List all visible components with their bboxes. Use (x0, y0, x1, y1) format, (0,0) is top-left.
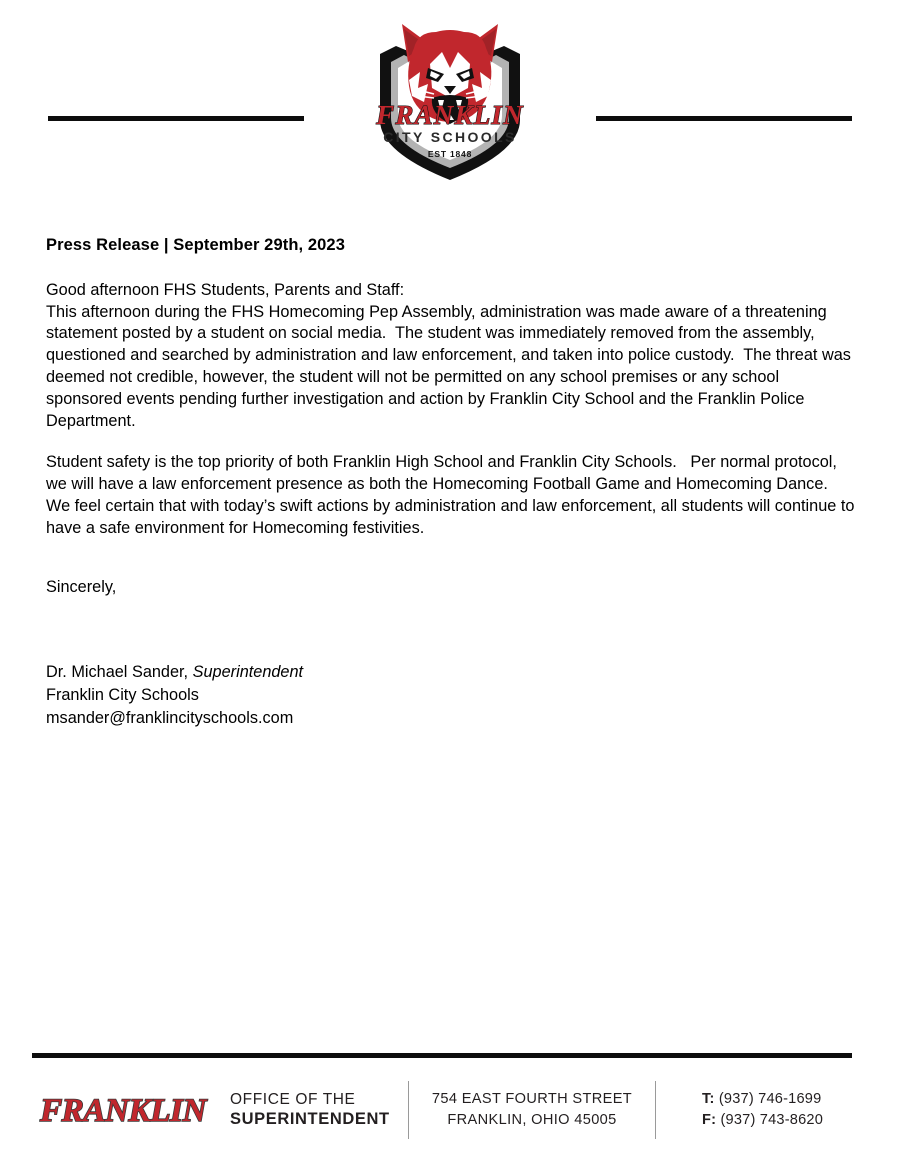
office-title-block (212, 1090, 408, 1131)
paragraph-incident: This afternoon during the FHS Homecoming Pep Assembly, administration was made aware of a threatening statement posted by a student on social media. The student was immediately removed from the assembly, questioned and searched by administration and law enforcement, and taken into police custody. The threat was deemed not credible, however, the student will not be permitted on any school premises or any school sponsored events pending further investigation and action by Franklin City School and the Franklin Police Department. (46, 302, 856, 430)
letterhead-header (0, 0, 900, 190)
closing-line: Sincerely, (46, 577, 117, 596)
fax-number: (937) 743-8620 (720, 1112, 824, 1128)
address-line-2: FRANKLIN, OHIO 45005 (447, 1112, 617, 1128)
paragraph-spacer-2 (46, 540, 858, 576)
address-line-1: 754 EAST FOURTH STREET (431, 1090, 633, 1107)
signature-name: Dr. Michael Sander, (46, 662, 189, 681)
svg-text:CITY SCHOOLS: CITY SCHOOLS (383, 129, 517, 145)
svg-text:FRANKLIN: FRANKLIN (376, 100, 524, 130)
header-rule-right (596, 116, 852, 121)
header-rule-left (48, 116, 304, 121)
signature-title: Superintendent (192, 662, 304, 681)
phone-label: T: (702, 1090, 715, 1107)
footer-rule (32, 1053, 852, 1058)
signature-spacer (46, 599, 858, 661)
phone-row (702, 1089, 852, 1110)
letterhead-footer (0, 1045, 900, 1164)
salutation-line: Good afternoon FHS Students, Parents and Staff: (46, 280, 405, 299)
contact-block (656, 1089, 852, 1131)
paragraph-spacer-1 (46, 432, 858, 452)
svg-text:FRANKLIN: FRANKLIN (38, 1093, 208, 1129)
address-block (409, 1089, 655, 1131)
signature-name-line (46, 661, 858, 684)
fax-label: F: (702, 1112, 717, 1128)
phone-number: (937) 746-1699 (718, 1090, 822, 1107)
signature-email: msander@franklincityschools.com (46, 708, 294, 727)
svg-text:EST 1848: EST 1848 (427, 149, 473, 159)
footer-content (32, 1073, 852, 1147)
office-line-2: SUPERINTENDENT (230, 1110, 390, 1129)
office-line-1: OFFICE OF THE (230, 1090, 356, 1108)
paragraph-safety: Student safety is the top priority of both Franklin High School and Franklin City Schools. Per normal protocol, we will have a law enforcement presence as both the Homecoming Football Game and Homecoming Dance. We feel certain that with today’s swift actions by administration and law enforcement, all students will continue to have a safe environment for Homecoming festivities. (46, 453, 859, 537)
signature-organization: Franklin City Schools (46, 685, 199, 704)
press-release-heading: Press Release | September 29th, 2023 (46, 236, 345, 254)
letter-body (46, 236, 858, 730)
franklin-wordmark-logo (32, 1089, 212, 1131)
wildcat-shield-crest-logo (358, 2, 542, 184)
fax-row (702, 1110, 852, 1131)
